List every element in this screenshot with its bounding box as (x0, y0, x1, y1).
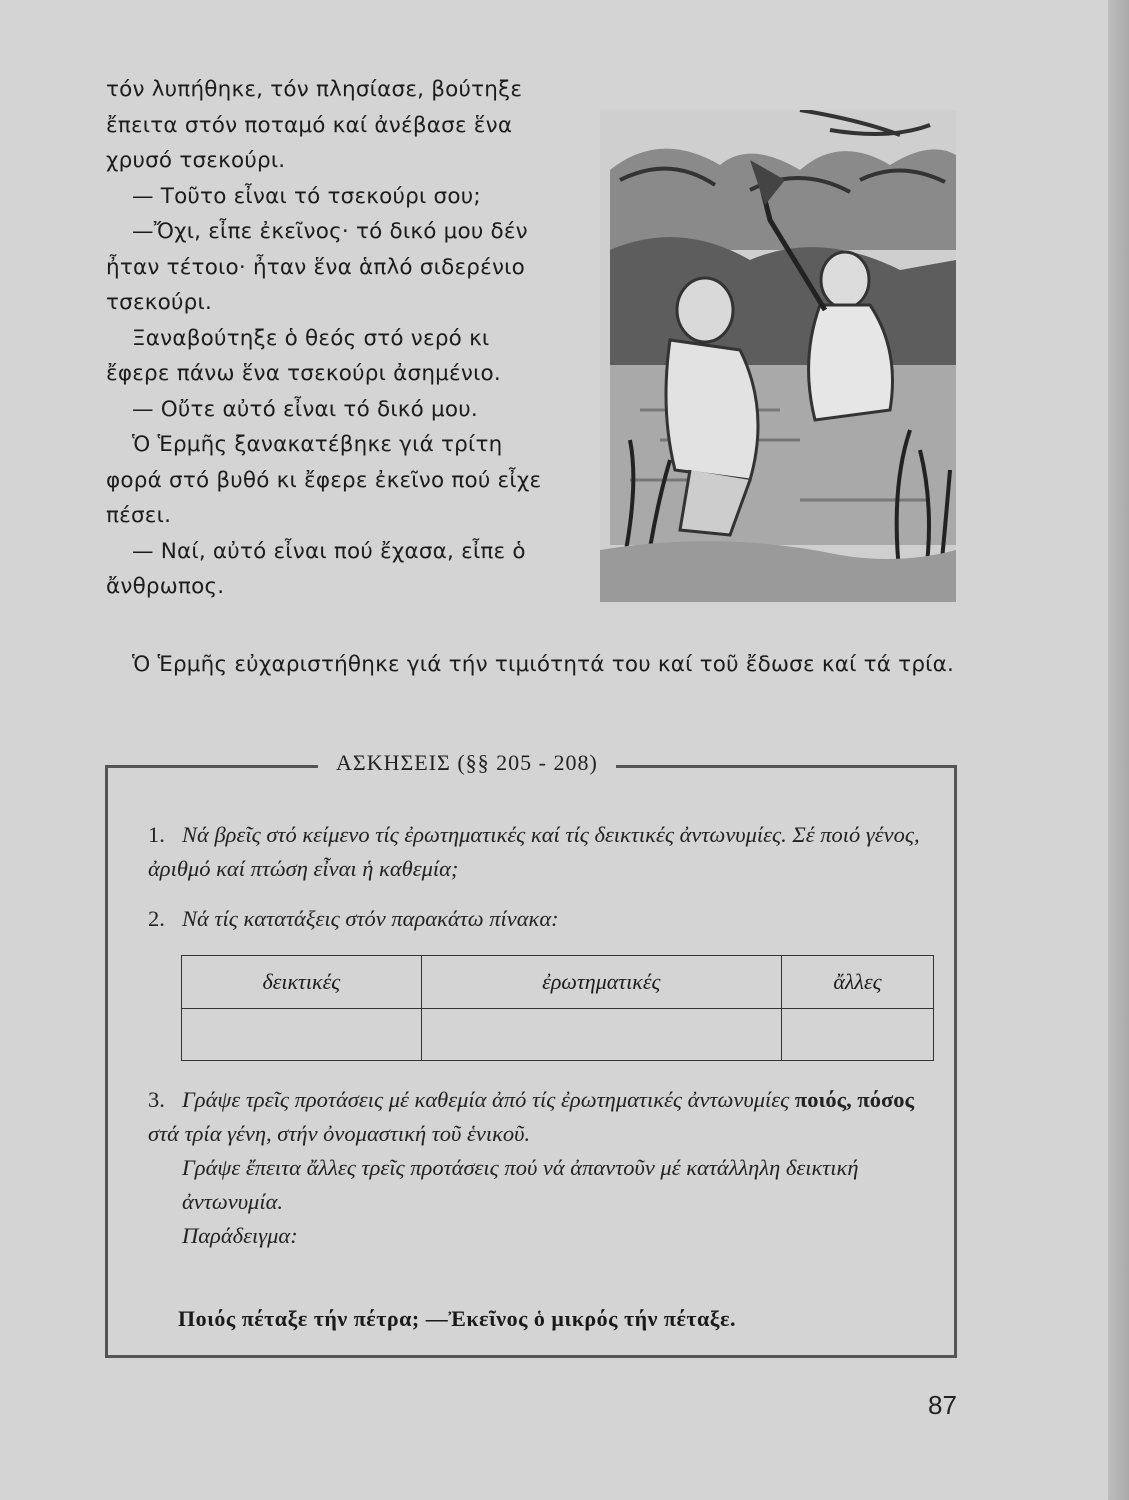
story-paragraph: Ὁ Ἑρμῆς ξανακατέβηκε γιά τρίτη φορά στό βυθό κι ἔφερε ἐκεῖνο πού εἶχε πέσει. (106, 432, 542, 528)
exercise-number: 2. (148, 906, 165, 931)
table-cell (421, 1009, 781, 1061)
story-paragraph: τόν λυπήθηκε, τόν πλησίασε, βούτηξε ἔπειτα στόν ποταμό καί ἀνέβασε ἕνα χρυσό τσεκούρι. (106, 77, 523, 173)
exercise-text: στά τρία γένη, στήν ὀνομαστική τοῦ ἑνικοῦ. (148, 1121, 531, 1146)
exercises-box (105, 750, 957, 1358)
story-paragraph: —Ὄχι, εἶπε ἐκεῖνος· τό δικό μου δέν ἦταν τέτοιο· ἦταν ἕνα ἁπλό σιδερένιο τσεκούρι. (106, 219, 528, 315)
exercise-item (148, 902, 938, 936)
table-header-cell: δεικτικές (182, 956, 422, 1009)
hermes-woodcutter-illustration (600, 110, 956, 602)
story-closing (106, 647, 966, 683)
exercise-number: 1. (148, 822, 165, 847)
story-paragraph: — Ναί, αὐτό εἶναι πού ἔχασα, εἶπε ὁ ἄνθρωπος. (106, 538, 526, 599)
table-row (182, 1009, 934, 1061)
exercises-title: ΑΣΚΗΣΕΙΣ (§§ 205 - 208) (318, 750, 616, 776)
story-text (106, 72, 546, 605)
classification-table (181, 955, 934, 1061)
page-edge (1108, 0, 1129, 1500)
page-number: 87 (928, 1390, 957, 1420)
exercise-continuation: Γράψε ἔπειτα ἄλλες τρεῖς προτάσεις πού νά ἀπαντοῦν μέ κατάλληλη δεικτική ἀντωνυμία. (182, 1155, 859, 1214)
table-header-cell: ἄλλες (781, 956, 933, 1009)
exercise-item (148, 1083, 938, 1253)
exercise-text: Νά βρεῖς στό κείμενο τίς ἐρωτηματικές καί τίς δεικτικές ἀντωνυμίες. Σέ ποιό γένος, ἀριθμό καί πτώση εἶναι ἡ καθεμία; (148, 822, 920, 881)
exercise-number: 3. (148, 1087, 165, 1112)
table-cell (781, 1009, 933, 1061)
table-header-row (182, 956, 934, 1009)
example-label: Παράδειγμα: (182, 1223, 298, 1248)
table-header-cell: ἐρωτηματικές (421, 956, 781, 1009)
exercise-bold-words: ποιός, πόσος (794, 1087, 914, 1112)
exercise-text: Νά τίς κατατάξεις στόν παρακάτω πίνακα: (182, 906, 559, 931)
exercise-text: Γράψε τρεῖς προτάσεις μέ καθεμία ἀπό τίς ἐρωτηματικές ἀντωνυμίες (182, 1087, 790, 1112)
story-paragraph: Ξαναβούτηξε ὁ θεός στό νερό κι ἔφερε πάνω ἕνα τσεκούρι ἀσημένιο. (106, 325, 501, 386)
story-paragraph: — Οὔτε αὐτό εἶναι τό δικό μου. (132, 396, 478, 422)
story-closing-text: Ὁ Ἑρμῆς εὐχαριστήθηκε γιά τήν τιμιότητά του καί τοῦ ἔδωσε καί τά τρία. (132, 652, 955, 677)
exercise-item (148, 818, 938, 886)
story-paragraph: — Τοῦτο εἶναι τό τσεκούρι σου; (132, 183, 481, 209)
example-sentence: Ποιός πέταξε τήν πέτρα; —Ἐκεῖνος ὁ μικρός τήν πέταξε. (178, 1306, 737, 1331)
table-cell (182, 1009, 422, 1061)
